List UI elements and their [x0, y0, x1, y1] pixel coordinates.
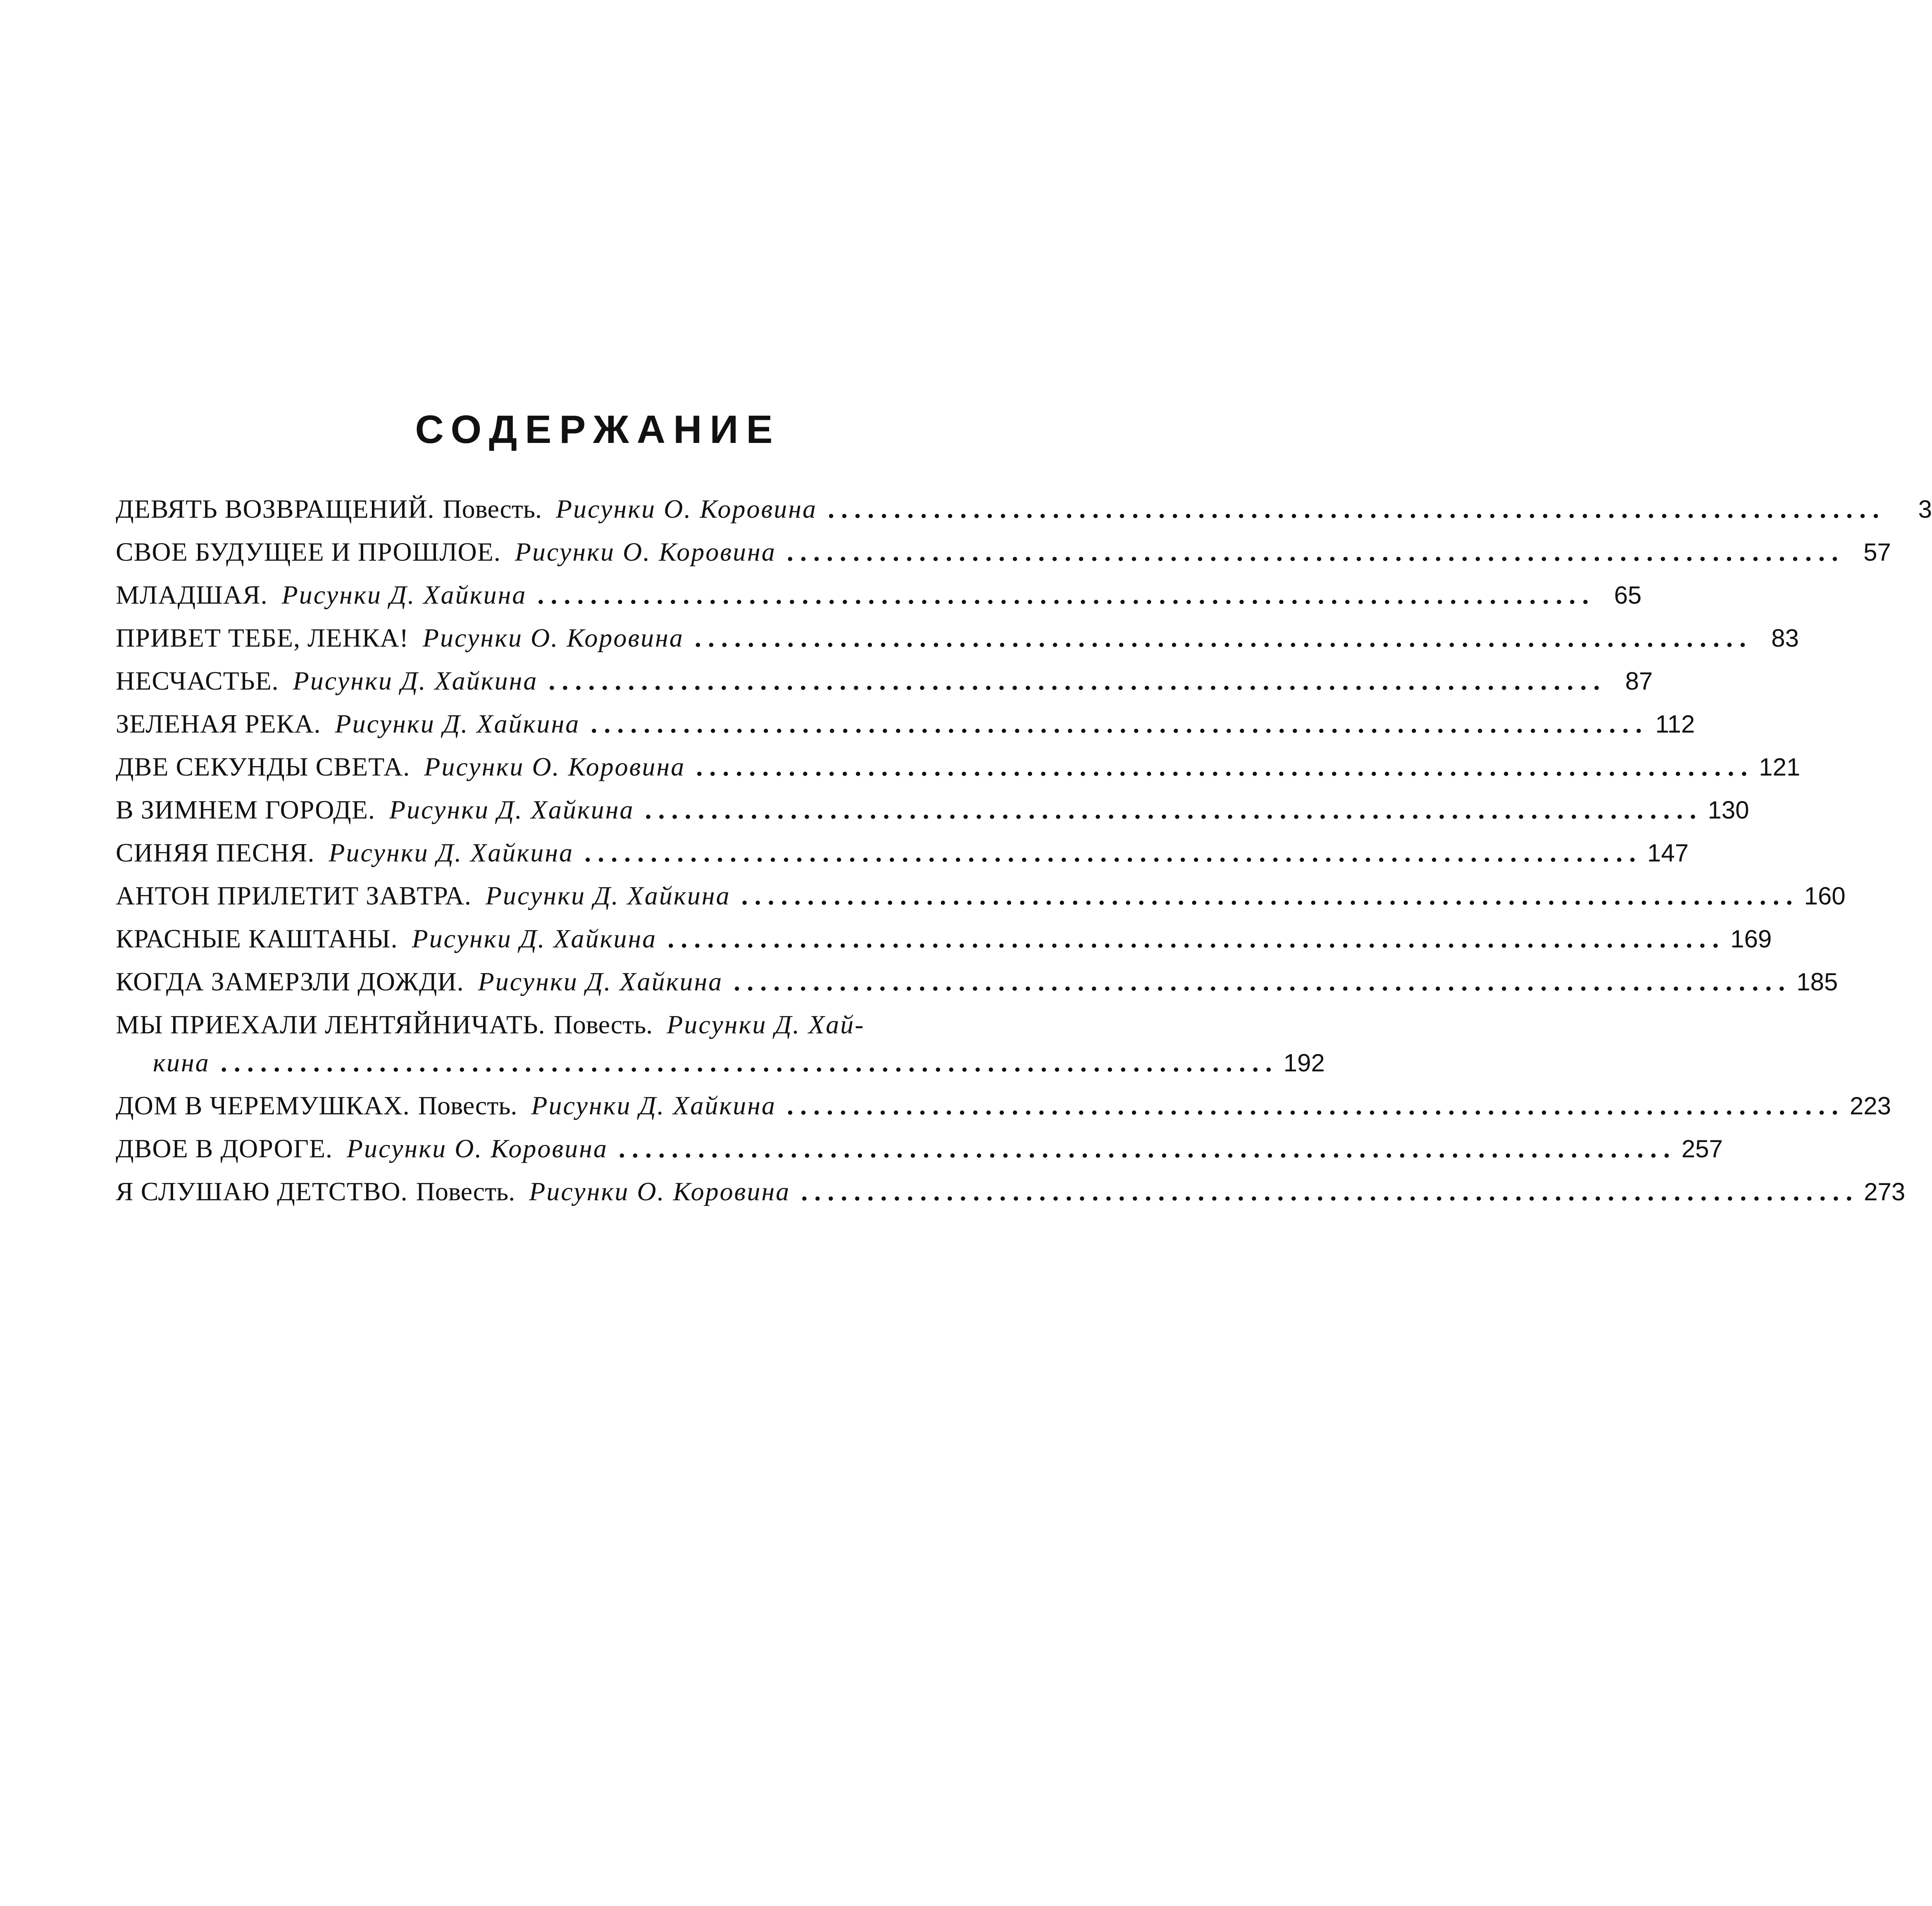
entry-title: КОГДА ЗАМЕРЗЛИ ДОЖДИ. [116, 967, 464, 996]
entry-illustrations: Рисунки Д. Хайкина [412, 924, 657, 953]
toc-entry [116, 874, 1846, 917]
entry-illustrations: Рисунки Д. Хайкина [293, 666, 538, 695]
entry-page-number: 169 [1730, 925, 1772, 953]
entry-page-number: 147 [1647, 839, 1689, 867]
entry-title: ЗЕЛЕНАЯ РЕКА. [116, 709, 321, 738]
toc-heading: СОДЕРЖАНИЕ [415, 407, 781, 452]
entry-page-number: 87 [1625, 667, 1653, 695]
toc-entry [116, 1084, 1892, 1127]
dot-leader: . . . . . . . . . . . . . . . . . . . . . . . . . . . . . . . . . . . . . . . . . . . . . . . . . . . . . . . . . . . . . . . . . . . . . . . . . . . . . . . . [667, 924, 1719, 953]
entry-title: СИНЯЯ ПЕСНЯ. [116, 838, 315, 867]
dot-leader: . . . . . . . . . . . . . . . . . . . . . . . . . . . . . . . . . . . . . . . . . . . . . . . . . . . . . . . . . . . . . . . . . . . . . . . . . . . . . . . . [618, 1134, 1670, 1163]
toc-entry [116, 917, 1772, 960]
entry-page-number: 185 [1796, 968, 1838, 996]
entry-title: МЛАДШАЯ. [116, 580, 268, 609]
entry-page-number: 3 [1918, 495, 1932, 523]
entry-page-number: 121 [1759, 753, 1801, 781]
entry-page-number: 273 [1864, 1178, 1906, 1206]
entry-title: СВОЕ БУДУЩЕЕ И ПРОШЛОЕ. [116, 537, 501, 566]
entry-title: НЕСЧАСТЬЕ. [116, 666, 279, 695]
entry-illustrations: Рисунки О. Коровина [556, 494, 817, 523]
entry-illustrations: Рисунки Д. Хайкина [531, 1091, 777, 1120]
entry-illustrations: Рисунки О. Коровина [346, 1134, 608, 1163]
entry-illustrations: Рисунки О. Коровина [422, 623, 684, 652]
toc-entry [116, 531, 1891, 573]
entry-illustrations: Рисунки О. Коровина [424, 752, 686, 781]
dot-leader: . . . . . . . . . . . . . . . . . . . . . . . . . . . . . . . . . . . . . . . . . . . . . . . . . . . . . . . . . . . . . . . . . . . . . . . . . . . . . . . . [645, 795, 1696, 824]
dot-leader: . . . . . . . . . . . . . . . . . . . . . . . . . . . . . . . . . . . . . . . . . . . . . . . . . . . . . . . . . . . . . . . . . . . . . . . . . . . . . . . . [787, 1091, 1839, 1120]
toc-entry [116, 831, 1689, 874]
toc-entry [116, 1127, 1723, 1170]
toc-entry [116, 788, 1749, 831]
entry-illustrations: Рисунки Д. Хайкина [329, 838, 574, 867]
entry-page-number: 65 [1614, 581, 1642, 609]
entry-title: МЫ ПРИЕХАЛИ ЛЕНТЯЙНИЧАТЬ. [116, 1010, 546, 1039]
entry-title: ДЕВЯТЬ ВОЗВРАЩЕНИЙ. [116, 494, 435, 523]
toc-entry [116, 1003, 1062, 1041]
entry-title: ДВОЕ В ДОРОГЕ. [116, 1134, 333, 1163]
entry-illustrations: Рисунки Д. Хайкина [335, 709, 580, 738]
entry-page-number: 130 [1708, 796, 1749, 824]
dot-leader: . . . . . . . . . . . . . . . . . . . . . . . . . . . . . . . . . . . . . . . . . . . . . . . . . . . . . . . . . . . . . . . . . . . . . . . . . . . . . . . . [786, 537, 1838, 566]
entry-illustrations-continued: кина [153, 1048, 210, 1077]
dot-leader: . . . . . . . . . . . . . . . . . . . . . . . . . . . . . . . . . . . . . . . . . . . . . . . . . . . . . . . . . . . . . . . . . . . . . . . . . . . . . . . . [827, 494, 1879, 523]
table-of-contents [116, 488, 1932, 1213]
entry-title: ДОМ В ЧЕРЕМУШКАХ. [116, 1091, 410, 1120]
dot-leader: . . . . . . . . . . . . . . . . . . . . . . . . . . . . . . . . . . . . . . . . . . . . . . . . . . . . . . . . . . . . . . . . . . . . . . . . . . . . . . . . [801, 1177, 1853, 1206]
dot-leader: . . . . . . . . . . . . . . . . . . . . . . . . . . . . . . . . . . . . . . . . . . . . . . . . . . . . . . . . . . . . . . . . . . . . . . . . . . . . . . . . [734, 967, 1785, 996]
dot-leader: . . . . . . . . . . . . . . . . . . . . . . . . . . . . . . . . . . . . . . . . . . . . . . . . . . . . . . . . . . . . . . . . . . . . . . . . . . . . . . . . [537, 580, 1589, 609]
entry-page-number: 83 [1771, 624, 1799, 652]
entry-illustrations: Рисунки Д. Хайкина [478, 967, 723, 996]
dot-leader: . . . . . . . . . . . . . . . . . . . . . . . . . . . . . . . . . . . . . . . . . . . . . . . . . . . . . . . . . . . . . . . . . . . . . . . . . . . . . . . . [694, 623, 1746, 652]
entry-title: АНТОН ПРИЛЕТИТ ЗАВТРА. [116, 881, 472, 910]
toc-entry [116, 488, 1932, 531]
dot-leader: . . . . . . . . . . . . . . . . . . . . . . . . . . . . . . . . . . . . . . . . . . . . . . . . . . . . . . . . . . . . . . . . . . . . . . . . . . . . . . . . [591, 709, 1642, 738]
entry-genre: Повесть. [416, 1177, 515, 1206]
entry-page-number: 112 [1655, 710, 1695, 738]
entry-page-number: 257 [1681, 1135, 1723, 1163]
dot-leader: . . . . . . . . . . . . . . . . . . . . . . . . . . . . . . . . . . . . . . . . . . . . . . . . . . . . . . . . . . . . . . . . . . . . . . . . . . . . . . . . [548, 666, 1600, 695]
entry-genre: Повесть. [418, 1091, 517, 1120]
dot-leader: . . . . . . . . . . . . . . . . . . . . . . . . . . . . . . . . . . . . . . . . . . . . . . . . . . . . . . . . . . . . . . . . . . . . . . . . . . . . . . . . [220, 1048, 1272, 1077]
entry-title: ПРИВЕТ ТЕБЕ, ЛЕНКА! [116, 623, 409, 652]
entry-page-number: 192 [1283, 1049, 1325, 1077]
entry-genre: Повесть. [553, 1010, 653, 1039]
dot-leader: . . . . . . . . . . . . . . . . . . . . . . . . . . . . . . . . . . . . . . . . . . . . . . . . . . . . . . . . . . . . . . . . . . . . . . . . . . . . . . . . [584, 838, 1636, 867]
entry-genre: Повесть. [443, 494, 542, 523]
entry-page-number: 160 [1804, 882, 1846, 910]
entry-illustrations: Рисунки Д. Хай- [667, 1010, 865, 1039]
dot-leader: . . . . . . . . . . . . . . . . . . . . . . . . . . . . . . . . . . . . . . . . . . . . . . . . . . . . . . . . . . . . . . . . . . . . . . . . . . . . . . . . [696, 752, 1748, 781]
entry-page-number: 223 [1849, 1092, 1892, 1120]
entry-illustrations: Рисунки О. Коровина [529, 1177, 791, 1206]
entry-title: Я СЛУШАЮ ДЕТСТВО. [116, 1177, 408, 1206]
entry-illustrations: Рисунки О. Коровина [515, 537, 776, 566]
toc-entry-continuation [116, 1041, 1325, 1084]
toc-entry [116, 573, 1642, 616]
toc-entry [116, 1170, 1906, 1213]
entry-illustrations: Рисунки Д. Хайкина [281, 580, 527, 609]
toc-entry [116, 616, 1799, 659]
toc-entry [116, 960, 1838, 1003]
toc-entry [116, 659, 1653, 702]
toc-entry [116, 702, 1695, 745]
entry-illustrations: Рисунки Д. Хайкина [485, 881, 731, 910]
dot-leader: . . . . . . . . . . . . . . . . . . . . . . . . . . . . . . . . . . . . . . . . . . . . . . . . . . . . . . . . . . . . . . . . . . . . . . . . . . . . . . . . [741, 881, 1793, 910]
entry-title: КРАСНЫЕ КАШТАНЫ. [116, 924, 398, 953]
entry-title: В ЗИМНЕМ ГОРОДЕ. [116, 795, 375, 824]
entry-illustrations: Рисунки Д. Хайкина [389, 795, 634, 824]
toc-entry [116, 745, 1801, 788]
entry-title: ДВЕ СЕКУНДЫ СВЕТА. [116, 752, 410, 781]
entry-page-number: 57 [1863, 538, 1891, 566]
